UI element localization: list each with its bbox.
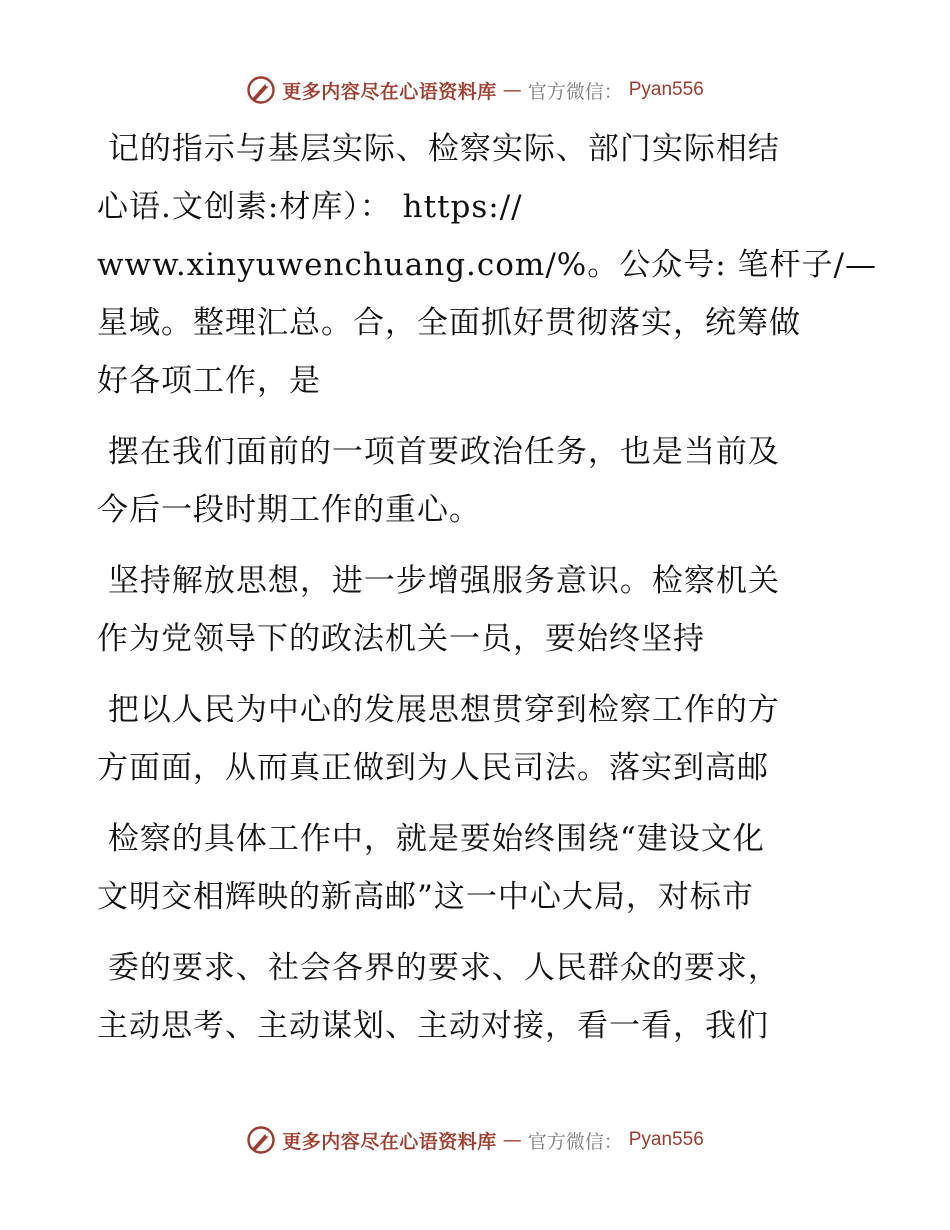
footer-banner	[0, 1122, 950, 1158]
paragraph	[97, 939, 857, 1055]
text-line: www.xinyuwenchuang.com/%。公众号: 笔杆子/—	[97, 247, 877, 283]
text-line: 委的要求、社会各界的要求、人民群众的要求，	[97, 950, 780, 986]
banner-separator: —	[502, 1129, 522, 1151]
text-line: 检察的具体工作中，就是要始终围绕“建设文化	[97, 821, 765, 857]
banner-wechat-id: Pyan556	[628, 1129, 704, 1150]
text-line: 记的指示与基层实际、检察实际、部门实际相结	[97, 131, 780, 167]
text-line: 星域。整理汇总。合，全面抓好贯彻落实，统筹做	[97, 305, 801, 341]
paragraph	[97, 423, 857, 539]
paragraph	[97, 681, 857, 797]
banner-text: 更多内容尽在心语资料库	[282, 80, 497, 103]
banner-wechat-id: Pyan556	[628, 79, 704, 100]
banner-text: 更多内容尽在心语资料库	[282, 1130, 497, 1153]
text-line: 作为党领导下的政法机关一员，要始终坚持	[97, 621, 705, 657]
text-line: 坚持解放思想，进一步增强服务意识。检察机关	[97, 563, 780, 599]
text-line: 把以人民为中心的发展思想贯穿到检察工作的方	[97, 692, 780, 728]
text-line: 主动思考、主动谋划、主动对接，看一看，我们	[97, 1008, 769, 1044]
text-line: 心语.文创素:材库）： https://	[97, 189, 523, 225]
pen-circle-logo-icon	[246, 1125, 276, 1155]
paragraph	[97, 120, 877, 410]
pen-circle-logo-icon	[246, 75, 276, 105]
document-body	[97, 120, 877, 1055]
banner-wechat-label: 官方微信：	[527, 80, 623, 103]
header-banner	[0, 72, 950, 108]
text-line: 今后一段时期工作的重心。	[97, 492, 481, 528]
banner-separator: —	[502, 79, 522, 101]
banner-wechat-label: 官方微信：	[527, 1130, 623, 1153]
paragraph	[97, 552, 857, 668]
paragraph	[97, 810, 857, 926]
text-line: 文明交相辉映的新高邮”这一中心大局，对标市	[97, 879, 754, 915]
text-line: 摆在我们面前的一项首要政治任务，也是当前及	[97, 434, 780, 470]
text-line: 方面面，从而真正做到为人民司法。落实到高邮	[97, 750, 769, 786]
text-line: 好各项工作，是	[97, 363, 321, 399]
